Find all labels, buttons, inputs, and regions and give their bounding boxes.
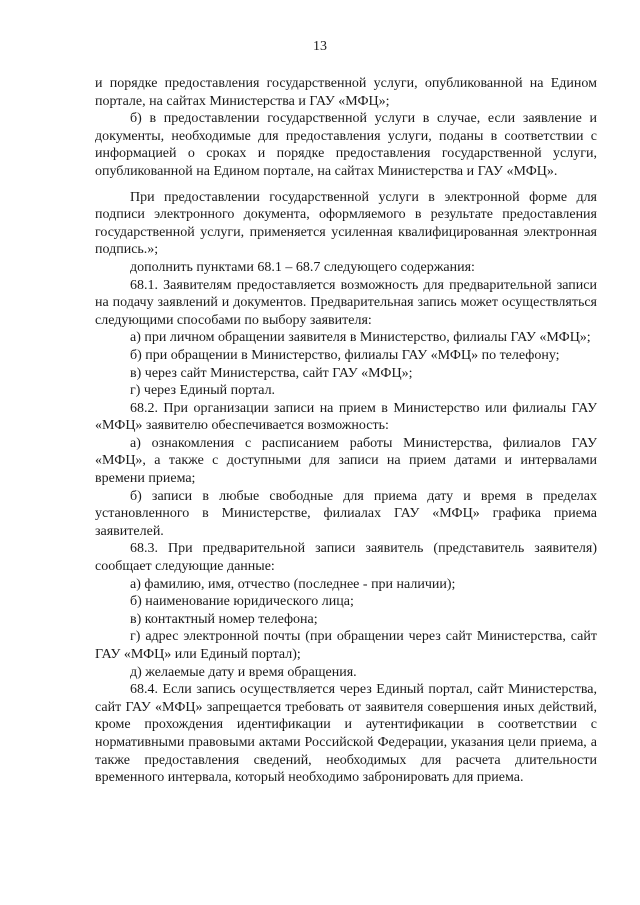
paragraph-12: б) записи в любые свободные для приема дату и время в пределах установленного в Министерстве, филиалах ГАУ «МФЦ» графика приема заявителей. <box>95 488 597 539</box>
paragraph-17: г) адрес электронной почты (при обращении через сайт Министерства, сайт ГАУ «МФЦ» или Единый портал); <box>95 629 597 662</box>
paragraph-8: в) через сайт Министерства, сайт ГАУ «МФЦ»; <box>130 365 413 381</box>
paragraph-6: а) при личном обращении заявителя в Министерство, филиалы ГАУ «МФЦ»; <box>130 330 591 346</box>
paragraph-2: б) в предоставлении государственной услуги в случае, если заявление и документы, необходимые для предоставления услуги, поданы в соответствии с информацией о сроках и порядке предоставления государственной услуги, опубликованной на Едином портале, на сайтах Министерства и ГАУ «МФЦ». <box>95 111 597 179</box>
paragraph-5: 68.1. Заявителям предоставляется возможность для предварительной записи на подачу заявлений и документов. Предварительная запись может осуществляться следующими способами по выбору заявителя: <box>95 277 597 328</box>
page-number: 13 <box>313 39 327 54</box>
paragraph-4: дополнить пунктами 68.1 – 68.7 следующего содержания: <box>130 259 475 275</box>
paragraph-3: При предоставлении государственной услуги в электронной форме для подписи электронного документа, оформляемого в результате предоставления государственной услуги, применяется усиленная квалифицированная электронная подпись.»; <box>95 189 597 258</box>
paragraph-10: 68.2. При организации записи на прием в Министерство или филиалы ГАУ «МФЦ» заявителю обеспечивается возможность: <box>95 400 597 434</box>
paragraph-15: б) наименование юридического лица; <box>130 594 354 610</box>
document-body <box>95 75 597 787</box>
paragraph-1: и порядке предоставления государственной услуги, опубликованной на Едином портале, на сайтах Министерства и ГАУ «МФЦ»; <box>95 76 597 109</box>
paragraph-14: а) фамилию, имя, отчество (последнее - при наличии); <box>130 576 456 592</box>
paragraph-13: 68.3. При предварительной записи заявитель (представитель заявителя) сообщает следующие данные: <box>95 541 597 575</box>
paragraph-19: 68.4. Если запись осуществляется через Единый портал, сайт Министерства, сайт ГАУ «МФЦ» запрещается требовать от заявителя совершения иных действий, кроме прохождения идентификации и аутентификации в соответствии с нормативными правовыми актами Российской Федерации, указания цели приема, а также предоставления сведений, необходимых для расчета длительности временного интервала, который необходимо забронировать для приема. <box>95 682 597 786</box>
paragraph-11: а) ознакомления с расписанием работы Министерства, филиалов ГАУ «МФЦ», а также с доступными для записи на прием датами и интервалами времени приема; <box>95 435 597 487</box>
paragraph-7: б) при обращении в Министерство, филиалы ГАУ «МФЦ» по телефону; <box>130 347 560 363</box>
paragraph-9: г) через Единый портал. <box>130 383 276 399</box>
paragraph-16: в) контактный номер телефона; <box>130 611 318 627</box>
paragraph-18: д) желаемые дату и время обращения. <box>130 664 357 680</box>
